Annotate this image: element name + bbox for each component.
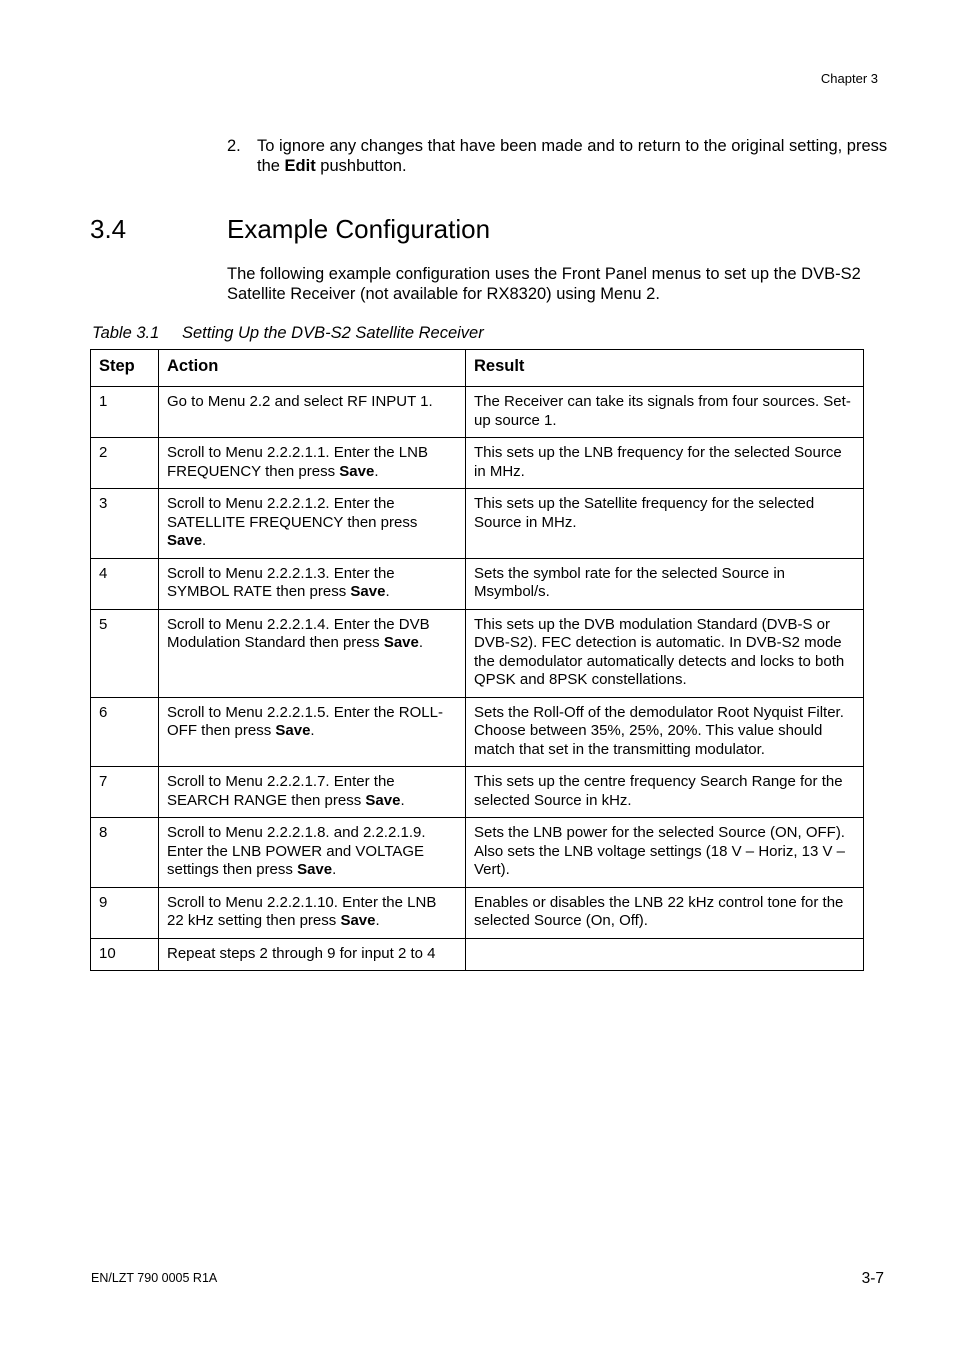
table-caption-title: Setting Up the DVB-S2 Satellite Receiver [182,324,484,342]
action-text-end: . [375,912,380,929]
procedure-step-2 [227,136,897,176]
action-cell [159,818,466,888]
action-text: Go to Menu 2.2 and select RF INPUT 1. [167,393,433,410]
step-value: 2 [99,444,108,461]
step-cell [91,558,159,609]
table-caption [92,324,484,343]
action-bold-key: Save [350,583,386,600]
result-cell [466,387,864,438]
document-id: EN/LZT 790 0005 R1A [91,1271,218,1285]
step-text [257,136,897,176]
action-bold-key: Save [365,791,401,809]
action-text: Repeat steps 2 through 9 for input 2 to 4 [167,944,436,962]
page-number: 3-7 [861,1270,884,1287]
table-row [91,489,864,559]
result-cell [466,489,864,559]
result-text: Sets the Roll-Off of the demodulator Root Nyquist Filter. Choose between 35%, 25%, 20%. This value should match that set in the transmitting modulator. [474,703,844,758]
header-result: Result [466,350,864,387]
step-text-start: To ignore any changes that have been made and to return to the original setting, press the [257,137,888,175]
table-row [91,887,864,938]
action-text: Scroll to Menu 2.2.2.1.1. Enter the LNB FREQUENCY then press [167,444,428,480]
step-cell [91,818,159,888]
result-text: This sets up the Satellite frequency for the selected Source in MHz. [474,495,815,531]
edit-pushbutton-label: Edit [284,157,316,175]
step-cell [91,438,159,489]
action-text-end: . [418,634,424,651]
table-row [91,818,864,888]
step-text-end: pushbutton. [315,157,407,175]
table-row [91,438,864,489]
action-text-end: . [310,722,315,739]
running-header-chapter: Chapter 3 [820,71,878,86]
step-value: 4 [99,564,108,582]
action-cell [159,887,466,938]
result-cell [466,558,864,609]
action-cell [159,387,466,438]
action-cell [159,697,466,767]
action-cell [159,558,466,609]
step-value: 1 [99,393,108,410]
table-row [91,558,864,609]
action-text-end: . [374,462,379,480]
action-text-end: . [400,791,405,809]
step-cell [91,767,159,818]
result-cell [466,938,864,971]
section-number: 3.4 [90,214,127,244]
result-text: Sets the symbol rate for the selected Source in Msymbol/s. [474,564,785,600]
step-value: 3 [99,495,108,512]
result-text: Sets the LNB power for the selected Source (ON, OFF). Also sets the LNB voltage settings (18 V – Horiz, 13 V – Vert). [474,824,846,878]
step-value: 7 [99,773,108,790]
table-caption-label: Table 3.1 [92,324,160,342]
header-action: Action [159,350,466,387]
table-row [91,609,864,697]
configuration-table [90,349,864,971]
action-text: Scroll to Menu 2.2.2.1.5. Enter the ROLL-OFF then press [167,703,443,739]
action-bold-key: Save [340,912,376,929]
action-bold-key: Save [297,861,333,878]
step-value: 5 [99,615,108,633]
action-bold-key: Save [383,634,419,651]
action-text: Scroll to Menu 2.2.2.1.2. Enter the SATELLITE FREQUENCY then press [167,495,418,531]
table-row [91,938,864,971]
step-cell [91,938,159,971]
result-cell [466,438,864,489]
step-cell [91,489,159,559]
action-bold-key: Save [339,462,375,480]
action-cell [159,767,466,818]
table-row [91,387,864,438]
result-text: Enables or disables the LNB 22 kHz control tone for the selected Source (On, Off). [474,893,844,929]
action-text: Scroll to Menu 2.2.2.1.4. Enter the DVB Modulation Standard then press [167,615,430,651]
table-row [91,697,864,767]
result-cell [466,767,864,818]
result-cell [466,818,864,888]
step-value: 10 [99,944,116,962]
step-cell [91,887,159,938]
result-text: This sets up the DVB modulation Standard (DVB-S or DVB-S2). FEC detection is automatic. In DVB-S2 mode the demodulator automatically detects and locks to both QPSK and 8PSK constellations. [474,615,845,688]
action-cell [159,938,466,971]
action-text: Scroll to Menu 2.2.2.1.3. Enter the SYMBOL RATE then press [167,564,395,600]
table-row [91,767,864,818]
step-cell [91,697,159,767]
action-text: Scroll to Menu 2.2.2.1.10. Enter the LNB 22 kHz setting then press [167,893,437,929]
step-cell [91,387,159,438]
result-cell [466,609,864,697]
action-text-end: . [385,583,390,600]
action-text: Scroll to Menu 2.2.2.1.7. Enter the SEARCH RANGE then press [167,773,395,809]
section-intro: The following example configuration uses the Front Panel menus to set up the DVB-S2 Satellite Receiver (not available for RX8320) using Menu 2. [227,265,861,303]
action-text: Scroll to Menu 2.2.2.1.8. and 2.2.2.1.9. Enter the LNB POWER and VOLTAGE settings then press [167,824,426,878]
header-step: Step [91,350,159,387]
action-cell [159,609,466,697]
result-text: This sets up the centre frequency Search Range for the selected Source in kHz. [474,773,843,809]
action-text-end: . [332,861,337,878]
step-value: 8 [99,824,108,841]
table-header-row [91,350,864,387]
section-title: Example Configuration [227,214,491,244]
action-cell [159,438,466,489]
action-bold-key: Save [275,722,311,739]
step-value: 9 [99,893,108,911]
step-number: 2. [227,137,241,155]
action-text-end: . [202,532,207,549]
result-text: This sets up the LNB frequency for the selected Source in MHz. [474,444,842,480]
result-text: The Receiver can take its signals from four sources. Set-up source 1. [474,393,851,429]
result-cell [466,887,864,938]
result-cell [466,697,864,767]
step-cell [91,609,159,697]
action-bold-key: Save [167,532,203,549]
action-cell [159,489,466,559]
step-value: 6 [99,703,108,721]
